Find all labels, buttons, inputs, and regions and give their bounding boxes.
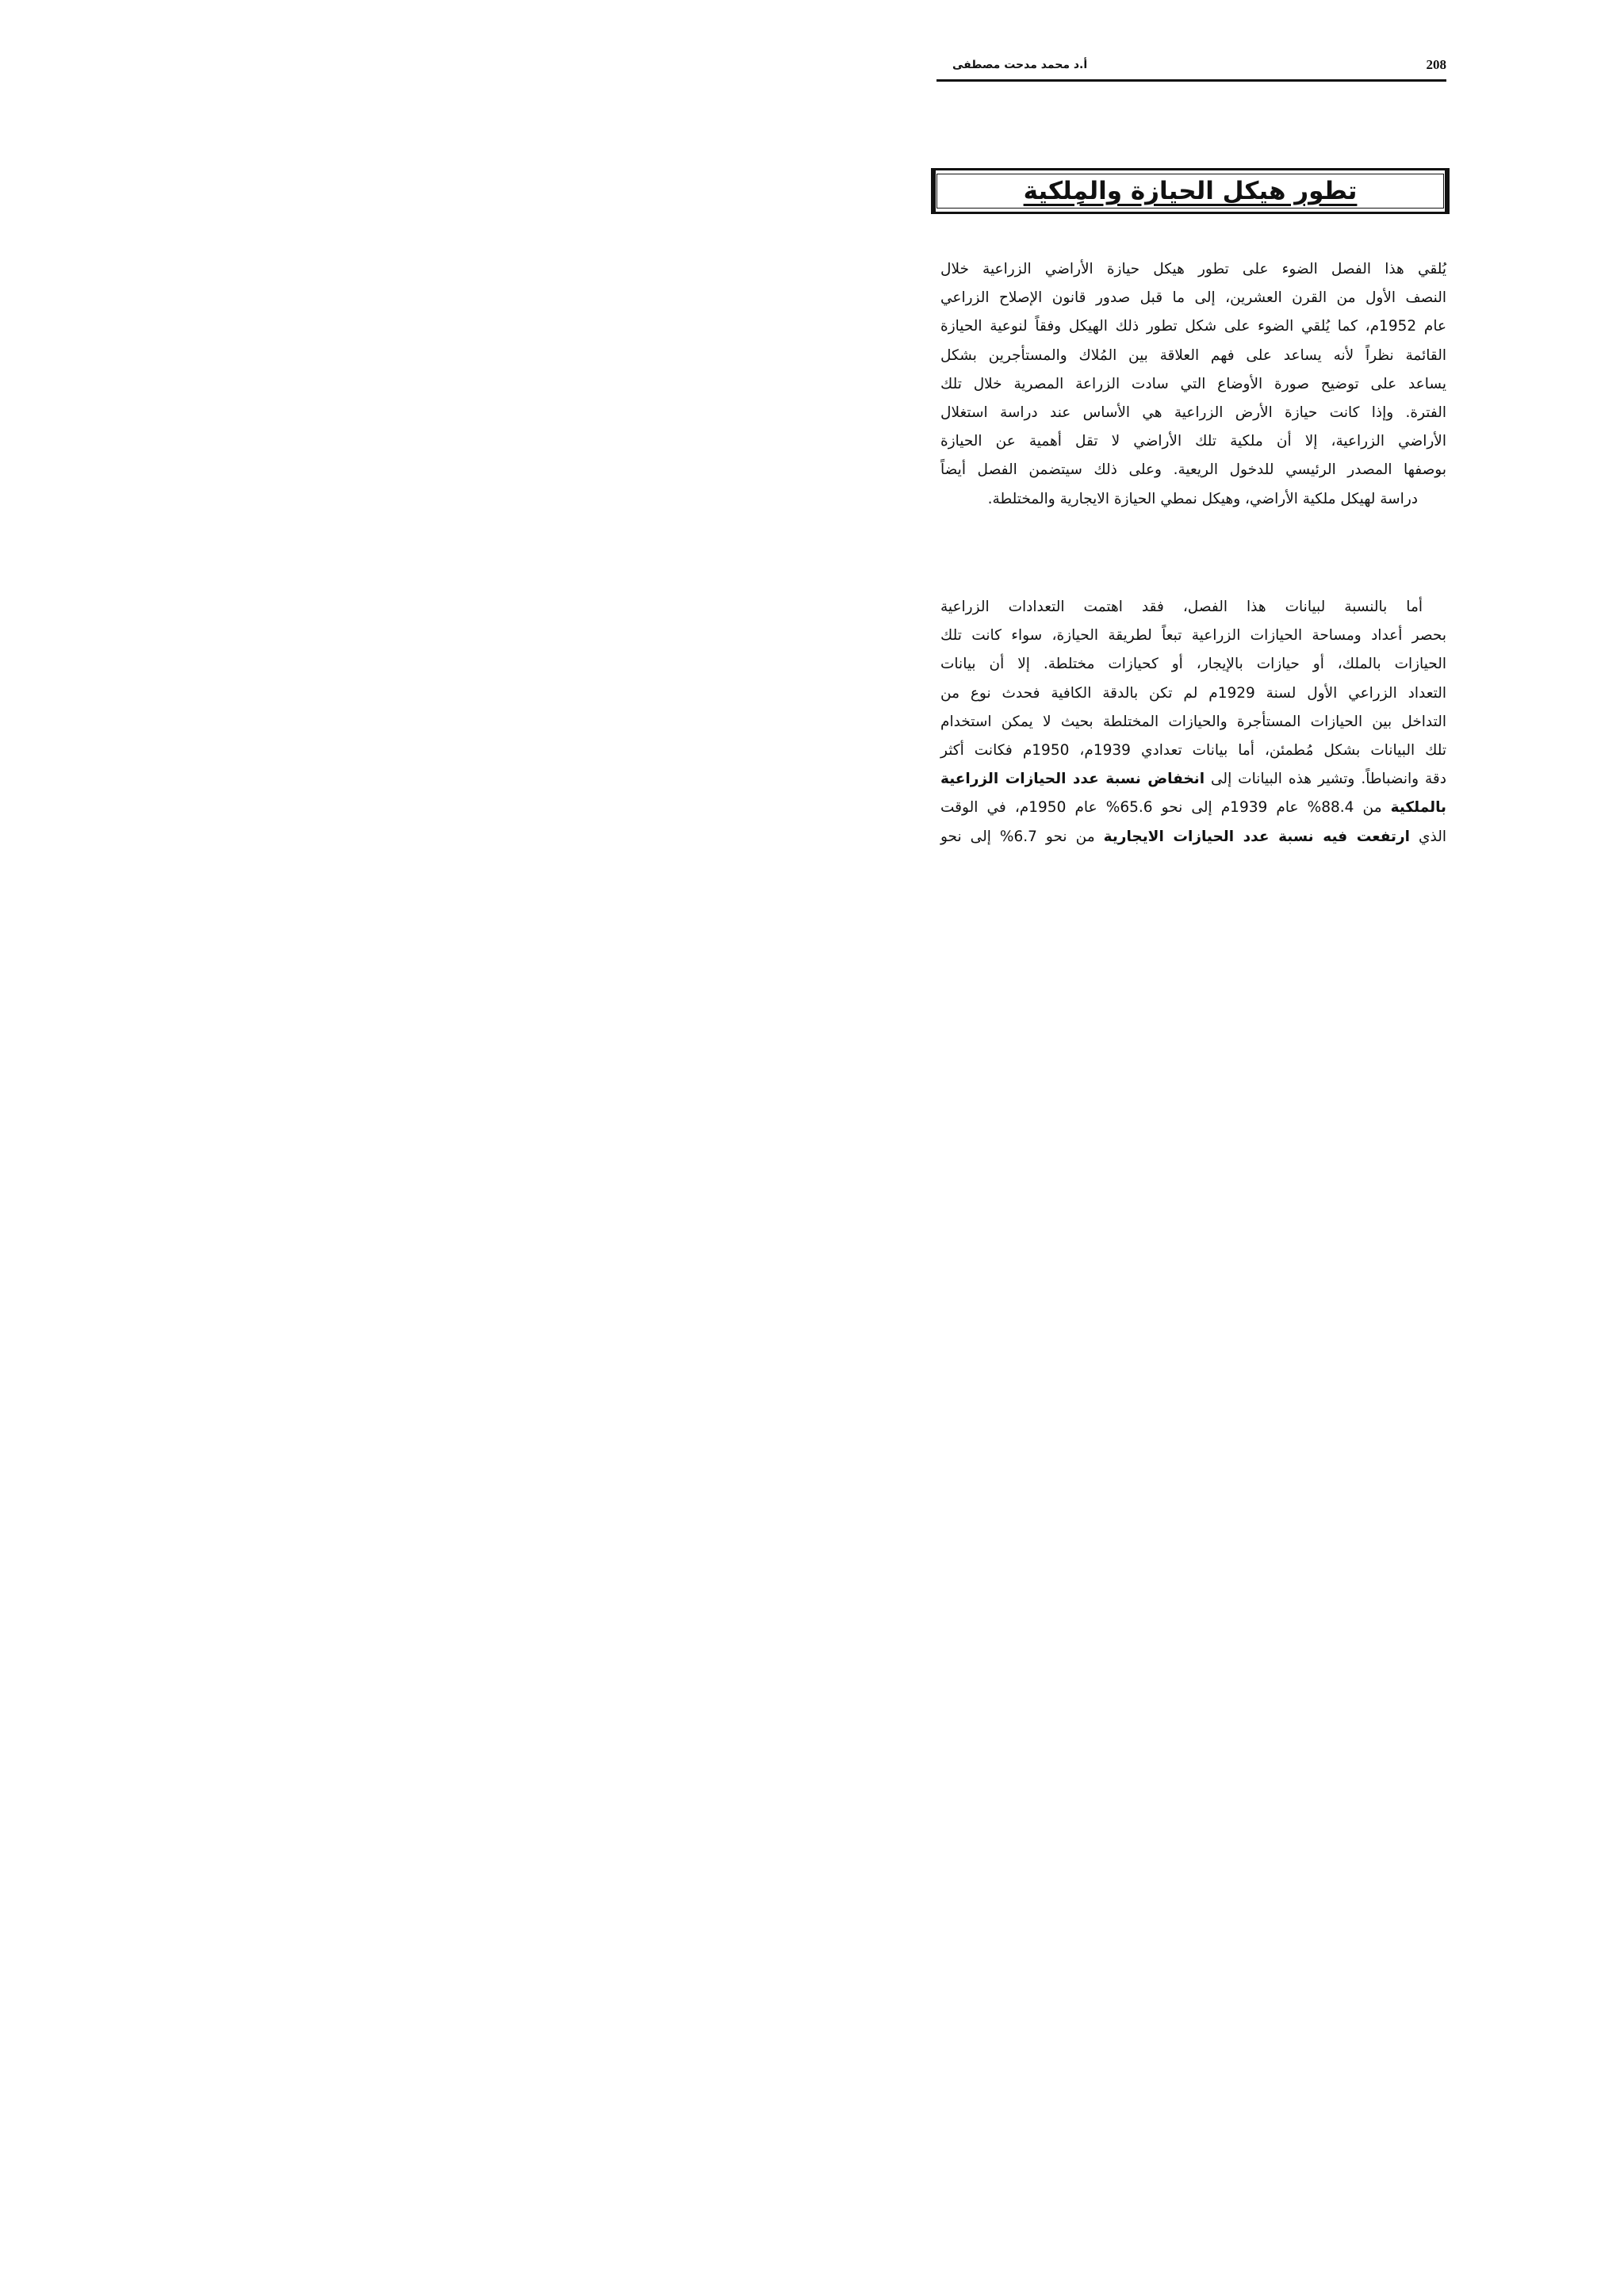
page-number: 208 bbox=[1426, 57, 1446, 72]
normal-text: من نحو 6.7% إلى نحو bbox=[940, 828, 1104, 845]
paragraph-line: دراسة لهيكل ملكية الأراضي، وهيكل نمطي الحيازة الايجارية والمختلطة. bbox=[987, 490, 1418, 507]
paragraph-data bbox=[940, 593, 1446, 851]
paragraph-line: النصف الأول من القرن العشرين، إلى ما قبل صدور قانون الإصلاح الزراعي bbox=[940, 289, 1446, 307]
paragraph-line: أما بالنسبة لبيانات هذا الفصل، فقد اهتمت التعدادات الزراعية bbox=[940, 599, 1423, 615]
bold-text: انخفاض نسبة عدد الحيازات الزراعية bbox=[940, 771, 1205, 788]
paragraph-line bbox=[940, 765, 1446, 794]
paragraph-line: الحيازات بالملك، أو حيازات بالإيجار، أو كحيازات مختلطة. إلا أن بيانات bbox=[940, 656, 1446, 673]
page-header bbox=[936, 57, 1446, 82]
paragraph-line bbox=[940, 794, 1446, 822]
paragraph-line: التداخل بين الحيازات المستأجرة والحيازات المختلطة بحيث لا يمكن استخدام bbox=[940, 713, 1446, 730]
paragraph-line: بحصر أعداد ومساحة الحيازات الزراعية تبعاً لطريقة الحيازة، سواء كانت تلك bbox=[940, 627, 1446, 645]
paragraph-line: يساعد على توضيح صورة الأوضاع التي سادت الزراعة المصرية خلال تلك bbox=[940, 375, 1446, 392]
paragraph-intro bbox=[940, 255, 1446, 514]
paragraph-line: يُلقي هذا الفصل الضوء على تطور هيكل حيازة الأراضي الزراعية خلال bbox=[940, 261, 1446, 277]
paragraph-line: الأراضي الزراعية، إلا أن ملكية تلك الأراضي لا تقل أهمية عن الحيازة bbox=[940, 433, 1446, 450]
chapter-title: تطور هيكل الحيازة والمِلكية bbox=[1023, 177, 1358, 205]
chapter-title-frame bbox=[936, 174, 1444, 209]
paragraph-line: القائمة نظراً لأنه يساعد على فهم العلاقة بين المُلاك والمستأجرين بشكل bbox=[940, 346, 1446, 364]
bold-text: بالملكية bbox=[1390, 799, 1446, 817]
paragraph-line bbox=[940, 823, 1446, 851]
paragraph-line: بوصفها المصدر الرئيسي للدخول الريعية. وعلى ذلك سيتضمن الفصل أيضاً bbox=[940, 461, 1446, 479]
paragraph-line: التعداد الزراعي الأول لسنة 1929م لم تكن بالدقة الكافية فحدث نوع من bbox=[940, 684, 1446, 702]
chapter-title-box bbox=[931, 168, 1450, 214]
normal-text: من 88.4% عام 1939م إلى نحو 65.6% عام 1950م، في الوقت bbox=[940, 799, 1391, 817]
normal-text: دقة وانضباطاً. وتشير هذه البيانات إلى bbox=[1205, 771, 1446, 788]
paragraph-line: عام 1952م، كما يُلقي الضوء على شكل تطور ذلك الهيكل وفقاً لنوعية الحيازة bbox=[940, 318, 1446, 335]
bold-text: ارتفعت فيه نسبة عدد الحيازات الايجارية bbox=[1103, 828, 1410, 845]
paragraph-line: الفترة. وإذا كانت حيازة الأرض الزراعية هي الأساس عند دراسة استغلال bbox=[940, 404, 1446, 422]
author-name: أ.د محمد مدحت مصطفى bbox=[952, 59, 1088, 71]
paragraph-line: تلك البيانات بشكل مُطمئن، أما بيانات تعدادي 1939م، 1950م فكانت أكثر bbox=[940, 742, 1447, 760]
normal-text: الذي bbox=[1409, 828, 1446, 845]
